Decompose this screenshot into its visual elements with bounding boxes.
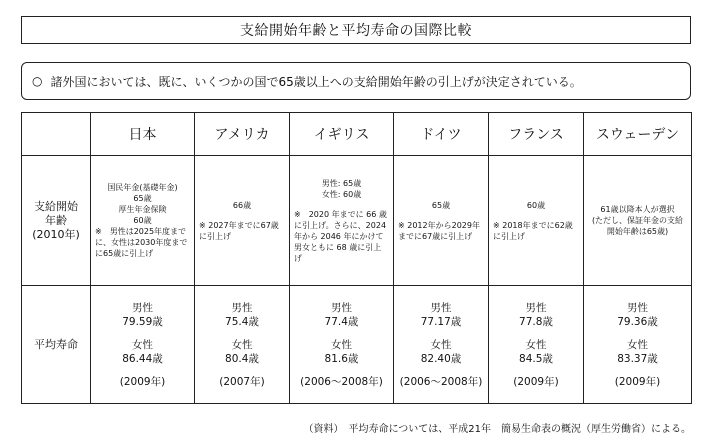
life-sweden [584,286,692,404]
uk-line-1: 男性: 65歳 [321,178,362,188]
france-male: 77.8歳 [519,315,553,328]
female-label: 女性 [430,338,452,351]
sweden-year: (2009年) [614,375,661,388]
summary-text: 諸外国においては、既に、いくつかの国で65歳以上への支給開始年齢の引上げが決定されている。 [50,74,582,89]
pension-age-usa [195,156,290,286]
france-female: 84.5歳 [519,352,553,365]
country-sweden: スウェーデン [584,113,692,156]
japan-female: 86.44歳 [122,352,163,365]
country-uk: イギリス [290,113,394,156]
pension-age-france [489,156,584,286]
life-japan [91,286,195,404]
life-germany [394,286,489,404]
pension-age-label-1: 支給開始 [34,199,78,213]
germany-age: 65歳 [431,200,451,210]
life-uk [290,286,394,404]
uk-female: 81.6歳 [324,352,359,365]
female-label: 女性 [132,338,153,351]
sweden-female: 83.37歳 [617,352,658,365]
germany-year: (2006～2008年) [399,375,483,388]
sweden-line-1: 61歳以降本人が選択 [600,205,675,214]
life-usa [195,286,290,404]
page-title-text: 支給開始年齢と平均寿命の国際比較 [240,23,472,39]
uk-male: 77.4歳 [324,315,359,328]
pension-age-uk [290,156,394,286]
usa-female: 80.4歳 [225,352,259,365]
country-japan: 日本 [91,113,195,156]
header-row [22,113,692,156]
life-france [489,286,584,404]
country-usa: アメリカ [195,113,290,156]
japan-line-2: 65歳 [133,194,152,203]
france-year: (2009年) [513,375,559,388]
france-note: ※ 2018年までに62歳に引上げ [493,220,573,241]
page-title [21,16,691,44]
sweden-line-2: (ただし、保証年金の支給 [591,216,684,225]
male-label: 男性 [132,301,153,314]
france-age: 60歳 [526,200,546,210]
usa-note: ※ 2027年までに67歳に引上げ [199,220,279,241]
pension-age-germany [394,156,489,286]
pension-age-label-2: 年齢 [45,213,67,227]
uk-line-2: 女性: 60歳 [321,189,362,199]
summary-box [21,62,691,100]
japan-line-1: 国民年金(基礎年金) [107,183,178,192]
usa-age: 66歳 [232,200,252,210]
pension-age-label-3: (2010年) [32,227,80,241]
source-note: （資料） 平均寿命については、平成21年 簡易生命表の概況（厚生労働省）による。 [303,424,691,435]
usa-male: 75.4歳 [225,315,259,328]
circle-bullet-icon: ○ [32,74,43,88]
japan-year: (2009年) [119,375,166,388]
japan-line-4: 60歳 [133,216,152,225]
country-france: フランス [489,113,584,156]
germany-note: ※ 2012年から2029年までに67歳に引上げ [398,220,480,241]
pension-age-sweden [584,156,692,286]
pension-age-row [22,156,692,286]
japan-male: 79.59歳 [122,315,163,328]
male-label: 男性 [331,301,352,314]
sweden-male: 79.36歳 [617,315,658,328]
comparison-table [21,112,692,404]
male-label: 男性 [231,301,253,314]
female-label: 女性 [525,338,547,351]
usa-year: (2007年) [219,375,265,388]
country-germany: ドイツ [394,113,489,156]
japan-note: ※ 男性は2025年度までに、女性は2030年度までに65歳に引上げ [95,227,188,258]
male-label: 男性 [525,301,547,314]
male-label: 男性 [430,301,452,314]
pension-age-japan [91,156,195,286]
sweden-line-3: 開始年齢は65歳) [606,227,669,236]
japan-line-3: 厚生年金保険 [118,205,167,214]
female-label: 女性 [231,338,253,351]
female-label: 女性 [331,338,352,351]
life-expectancy-header: 平均寿命 [22,286,91,404]
life-expectancy-row [22,286,692,404]
male-label: 男性 [627,301,648,314]
uk-year: (2006～2008年) [300,375,383,388]
germany-male: 77.17歳 [420,315,462,328]
corner-cell [22,113,91,156]
uk-note: ※ 2020 年までに 66 歳に引上げ。さらに、2024 年から 2046 年にかけて男女ともに 68 歳に引上げ [294,209,387,263]
female-label: 女性 [627,338,648,351]
germany-female: 82.40歳 [420,352,462,365]
pension-age-header [22,156,91,286]
